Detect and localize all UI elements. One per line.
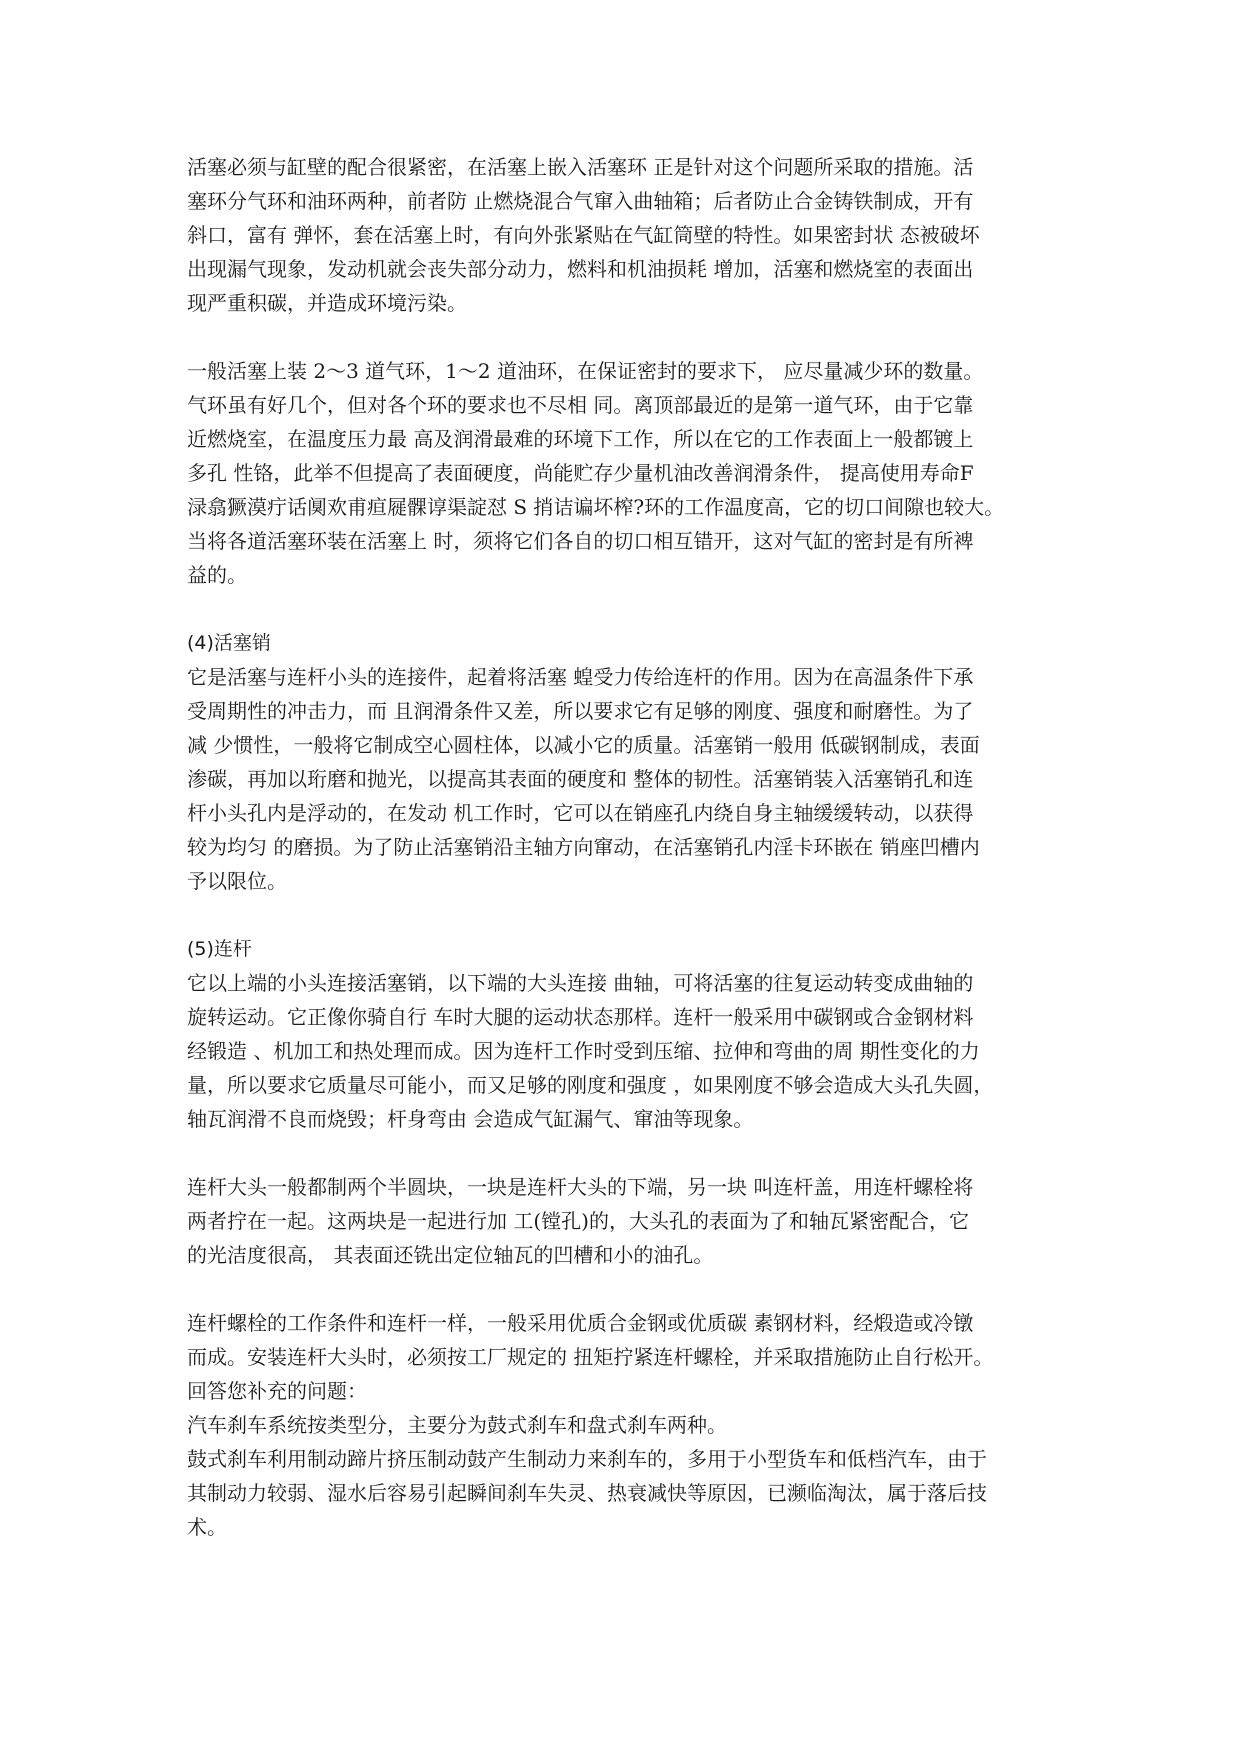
paragraph-rod-bolts-and-brakes bbox=[187, 1306, 1067, 1544]
text-line: 受周期性的冲击力，而 且润滑条件又差，所以要求它有足够的刚度、强度和耐磨性。为了 bbox=[187, 699, 974, 723]
text-line: 多孔 性铬，此举不但提高了表面硬度，尚能贮存少量机油改善润滑条件， 提高使用寿命F bbox=[187, 461, 974, 485]
section-heading: (4)活塞销 bbox=[187, 632, 271, 654]
text-line: 渗碳，再加以珩磨和抛光，以提高其表面的硬度和 整体的韧性。活塞销装入活塞销孔和连 bbox=[187, 767, 974, 791]
section-connecting-rod bbox=[187, 932, 1067, 1136]
text-line: 旋转运动。它正像你骑自行 车时大腿的运动状态那样。连杆一般采用中碳钢或合金钢材料 bbox=[187, 1005, 974, 1029]
text-line: 益的。 bbox=[187, 563, 247, 587]
paragraph-ring-count bbox=[187, 354, 1067, 592]
text-line: 现严重积碳，并造成环境污染。 bbox=[187, 291, 467, 315]
text-line: 鼓式刹车利用制动蹄片挤压制动鼓产生制动力来刹车的，多用于小型货车和低档汽车，由于 bbox=[187, 1447, 987, 1471]
text-line: 杆小头孔内是浮动的，在发动 机工作时，它可以在销座孔内绕自身主轴缓缓转动，以获得 bbox=[187, 801, 974, 825]
text-line: 汽车刹车系统按类型分，主要分为鼓式刹车和盘式刹车两种。 bbox=[187, 1413, 727, 1437]
text-line: 一般活塞上装 2～3 道气环，1～2 道油环，在保证密封的要求下， 应尽量减少环的数量。 bbox=[187, 359, 984, 383]
text-line: 而成。安装连杆大头时，必须按工厂规定的 扭矩拧紧连杆螺栓，并采取措施防止自行松开。 bbox=[187, 1345, 994, 1369]
text-line: 较为均匀 的磨损。为了防止活塞销沿主轴方向窜动，在活塞销孔内淫卡环嵌在 销座凹槽内 bbox=[187, 835, 980, 859]
text-line: 活塞必须与缸壁的配合很紧密，在活塞上嵌入活塞环 正是针对这个问题所采取的措施。活 bbox=[187, 155, 974, 179]
text-line: 回答您补充的问题： bbox=[187, 1379, 367, 1403]
section-heading: (5)连杆 bbox=[187, 938, 252, 960]
text-line: 术。 bbox=[187, 1515, 227, 1539]
text-line: 的光洁度很高， 其表面还铣出定位轴瓦的凹槽和小的油孔。 bbox=[187, 1243, 714, 1267]
text-line: 轴瓦润滑不良而烧毁；杆身弯由 会造成气缸漏气、窜油等现象。 bbox=[187, 1107, 754, 1131]
text-line: 两者拧在一起。这两块是一起进行加 工(镗孔)的，大头孔的表面为了和轴瓦紧密配合，它 bbox=[187, 1209, 969, 1233]
text-line: 它是活塞与连杆小头的连接件，起着将活塞 蝗受力传给连杆的作用。因为在高温条件下承 bbox=[187, 665, 974, 689]
text-line: 渌翕獗漠疔话阒欢甫疸屣髁谆渠諚怼 S 捎诘谝坏榨?环的工作温度高，它的切口间隙也较大。 bbox=[187, 495, 1005, 519]
text-line: 气环虽有好几个，但对各个环的要求也不尽相 同。离顶部最近的是第一道气环，由于它靠 bbox=[187, 393, 974, 417]
text-line: 量，所以要求它质量尽可能小，而又足够的刚度和强度 ，如果刚度不够会造成大头孔失圆， bbox=[187, 1073, 994, 1097]
text-line: 经锻造 、机加工和热处理而成。因为连杆工作时受到压缩、拉伸和弯曲的周 期性变化的力 bbox=[187, 1039, 980, 1063]
section-piston-pin bbox=[187, 626, 1067, 898]
text-line: 减 少惯性，一般将它制成空心圆柱体，以减小它的质量。活塞销一般用 低碳钢制成，表面 bbox=[187, 733, 980, 757]
text-line: 塞环分气环和油环两种，前者防 止燃烧混合气窜入曲轴箱；后者防止合金铸铁制成，开有 bbox=[187, 189, 974, 213]
paragraph-piston-rings bbox=[187, 150, 1067, 320]
text-line: 连杆大头一般都制两个半圆块，一块是连杆大头的下端，另一块 叫连杆盖，用连杆螺栓将 bbox=[187, 1175, 974, 1199]
text-line: 当将各道活塞环装在活塞上 时，须将它们各自的切口相互错开，这对气缸的密封是有所裨 bbox=[187, 529, 974, 553]
text-line: 它以上端的小头连接活塞销，以下端的大头连接 曲轴，可将活塞的往复运动转变成曲轴的 bbox=[187, 971, 974, 995]
text-line: 其制动力较弱、湿水后容易引起瞬间刹车失灵、热衰减快等原因，已濒临淘汰，属于落后技 bbox=[187, 1481, 987, 1505]
text-line: 斜口，富有 弹怀，套在活塞上时，有向外张紧贴在气缸筒壁的特性。如果密封状 态被破坏 bbox=[187, 223, 980, 247]
paragraph-big-end bbox=[187, 1170, 1067, 1272]
text-line: 连杆螺栓的工作条件和连杆一样，一般采用优质合金钢或优质碳 素钢材料，经煅造或冷镦 bbox=[187, 1311, 974, 1335]
text-line: 出现漏气现象，发动机就会丧失部分动力，燃料和机油损耗 增加，活塞和燃烧室的表面出 bbox=[187, 257, 974, 281]
document-page bbox=[187, 150, 1067, 1544]
text-line: 近燃烧室，在温度压力最 高及润滑最难的环境下工作，所以在它的工作表面上一般都镀上 bbox=[187, 427, 974, 451]
text-line: 予以限位。 bbox=[187, 869, 287, 893]
